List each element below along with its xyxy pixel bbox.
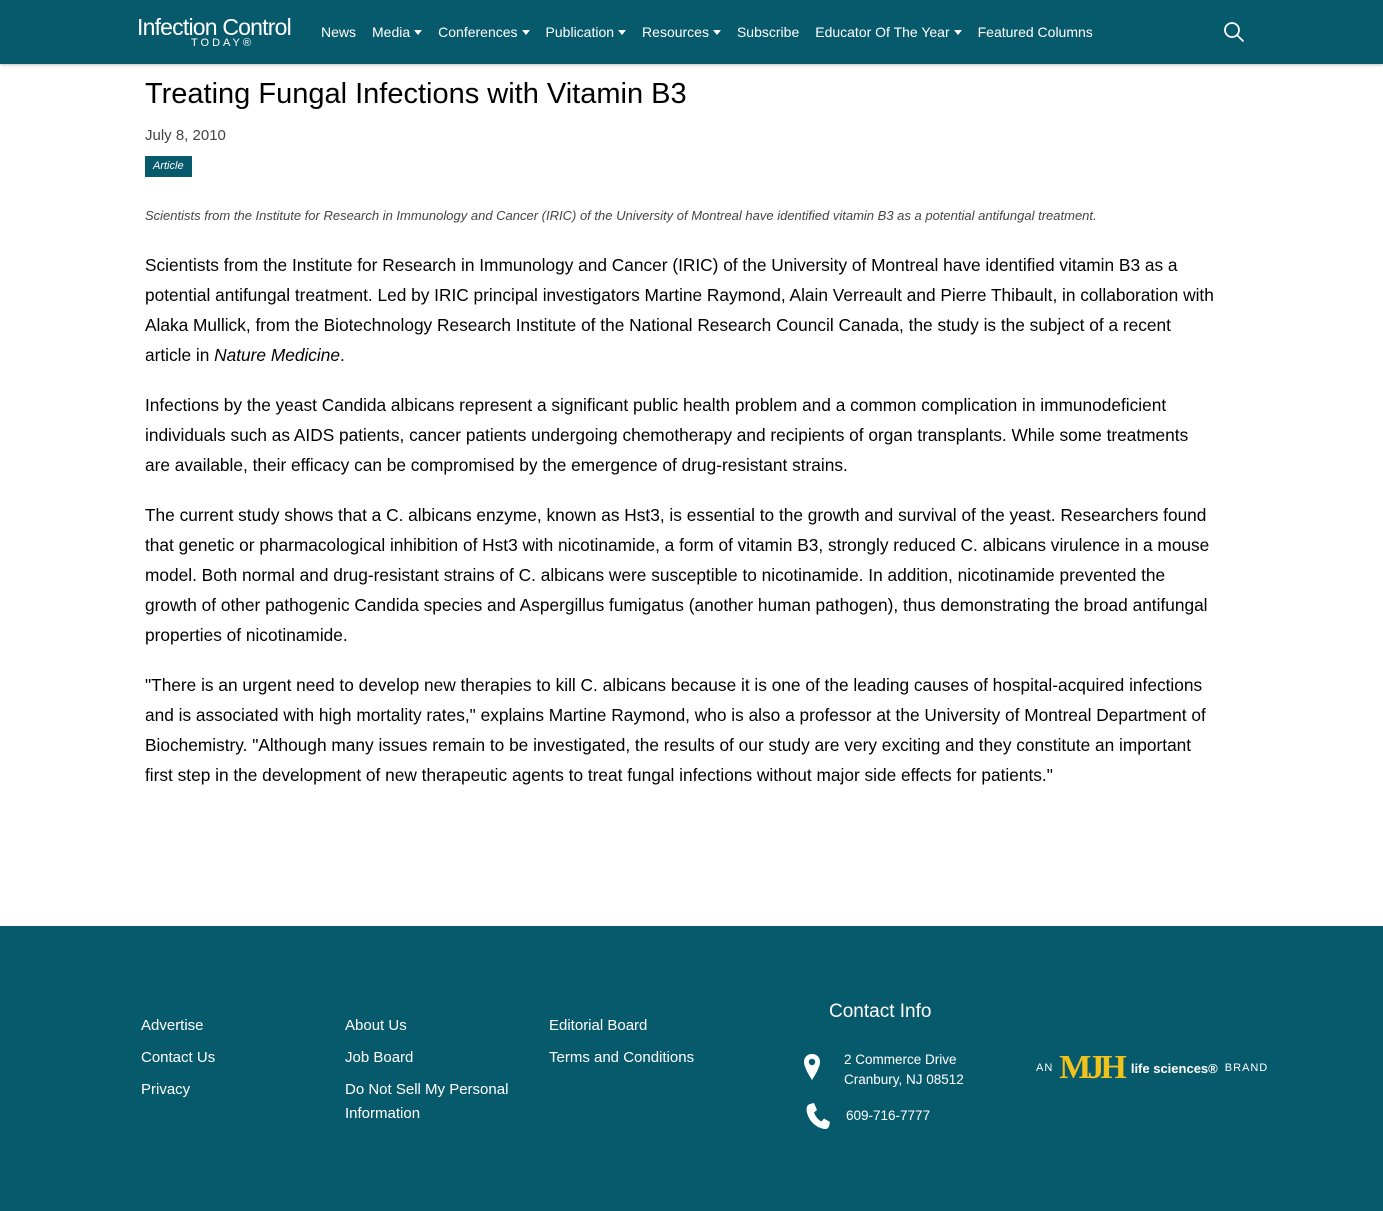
footer-link-privacy[interactable]: Privacy (141, 1081, 191, 1098)
menu-item-featured-columns[interactable] (978, 22, 1093, 42)
caret-down-icon (713, 30, 721, 35)
site-footer (0, 926, 1383, 1211)
article-paragraph-4: "There is an urgent need to develop new therapies to kill C. albicans because it is one of the leading causes of hospital-acquired infections and is associated with high mortality rates," explains Martine Raymond, who is also a professor at the University of Montreal Department of Biochemistry. "Although many issues remain to be investigated, the results of our study are very exciting and they constitute an important first step in the development of new therapeutic agents to treat fungal infections without major side effects for patients." (145, 675, 1206, 785)
menu-item-media[interactable] (372, 22, 422, 42)
article-paragraph-2: Infections by the yeast Candida albicans represent a significant public health problem and a common complication in immunodeficient individuals such as AIDS patients, cancer patients undergoing chemotherapy and recipients of organ transplants. While some treatments are available, their efficacy can be compromised by the emergence of drug-resistant strains. (145, 395, 1189, 475)
search-icon[interactable] (1222, 20, 1246, 44)
article-title: Treating Fungal Infections with Vitamin B3 (145, 78, 687, 110)
logo-line1: Infection Control (137, 14, 291, 40)
brand-word: BRAND (1224, 1062, 1269, 1074)
footer-link-editorial-board[interactable]: Editorial Board (549, 1017, 648, 1034)
menu-item-news[interactable] (321, 22, 356, 42)
menu-label: Media (372, 24, 411, 40)
contact-phone[interactable]: 609-716-7777 (846, 1108, 931, 1123)
footer-link-job-board[interactable]: Job Board (345, 1049, 414, 1066)
contact-info-heading: Contact Info (829, 1001, 932, 1022)
footer-link-do-not-sell[interactable]: Do Not Sell My Personal Information (345, 1081, 509, 1122)
caret-down-icon (414, 30, 422, 35)
menu-label: Conferences (438, 24, 518, 40)
site-logo[interactable] (137, 15, 299, 49)
paragraph-text: . (340, 345, 345, 365)
top-nav (0, 0, 1383, 64)
footer-column-1 (141, 1014, 341, 1110)
menu-label: News (321, 24, 357, 40)
footer-column-2 (345, 1014, 535, 1134)
footer-link-terms[interactable]: Terms and Conditions (549, 1049, 695, 1066)
brand-life-sciences: life sciences® (1130, 1060, 1218, 1076)
main-menu (321, 22, 1109, 42)
article-summary: Scientists from the Institute for Research in Immunology and Cancer (IRIC) of the University of Montreal have identified vitamin B3 as a potential antifungal treatment. (145, 208, 1097, 223)
logo-line2: TODAY® (191, 37, 254, 49)
article-paragraph-1 (145, 250, 1217, 370)
article-date: July 8, 2010 (145, 127, 226, 144)
article-paragraph-3: The current study shows that a C. albicans enzyme, known as Hst3, is essential to the growth and survival of the yeast. Researchers found that genetic or pharmacological inhibition of Hst3 with nicotinamide, a form of vitamin B3, strongly reduced C. albicans virulence in a mouse model. Both normal and drug-resistant strains of C. albicans were susceptible to nicotinamide. In addition, nicotinamide prevented the growth of other pathogenic Candida species and Aspergillus fumigatus (another human pathogen), thus demonstrating the broad antifungal properties of nicotinamide. (145, 505, 1210, 645)
footer-link-advertise[interactable]: Advertise (141, 1017, 204, 1034)
menu-item-publication[interactable] (546, 22, 627, 42)
footer-link-about-us[interactable]: About Us (345, 1017, 407, 1034)
caret-down-icon (618, 30, 626, 35)
contact-address (844, 1050, 964, 1090)
menu-label: Resources (642, 24, 709, 40)
menu-label: Subscribe (736, 24, 800, 40)
address-line-2: Cranbury, NJ 08512 (844, 1072, 964, 1087)
footer-link-contact-us[interactable]: Contact Us (141, 1049, 216, 1066)
caret-down-icon (954, 30, 962, 35)
phone-icon (805, 1102, 831, 1130)
address-line-1: 2 Commerce Drive (844, 1052, 957, 1067)
mjh-brand-logo[interactable] (1036, 1050, 1268, 1086)
footer-column-3 (549, 1014, 749, 1078)
article-body (145, 250, 1217, 810)
menu-item-subscribe[interactable] (737, 22, 799, 42)
menu-item-resources[interactable] (642, 22, 721, 42)
menu-label: Educator Of The Year (815, 24, 950, 40)
menu-label: Featured Columns (977, 24, 1093, 40)
brand-an: AN (1036, 1062, 1054, 1074)
brand-mjh: MJH (1059, 1049, 1123, 1086)
caret-down-icon (522, 30, 530, 35)
article-type-badge[interactable]: Article (145, 156, 192, 177)
menu-item-educator-of-the-year[interactable] (815, 22, 961, 42)
menu-label: Publication (545, 24, 615, 40)
paragraph-text: Scientists from the Institute for Research in Immunology and Cancer (IRIC) of the University of Montreal have identified vitamin B3 as a potential antifungal treatment. Led by IRIC principal investigators Martine Raymond, Alain Verreault and Pierre Thibault, in collaboration with Alaka Mullick, from the Biotechnology Research Institute of the National Research Council Canada, the study is the subject of a recent article in (145, 255, 1214, 365)
location-pin-icon (803, 1053, 821, 1081)
journal-name: Nature Medicine (214, 345, 340, 365)
menu-item-conferences[interactable] (438, 22, 529, 42)
